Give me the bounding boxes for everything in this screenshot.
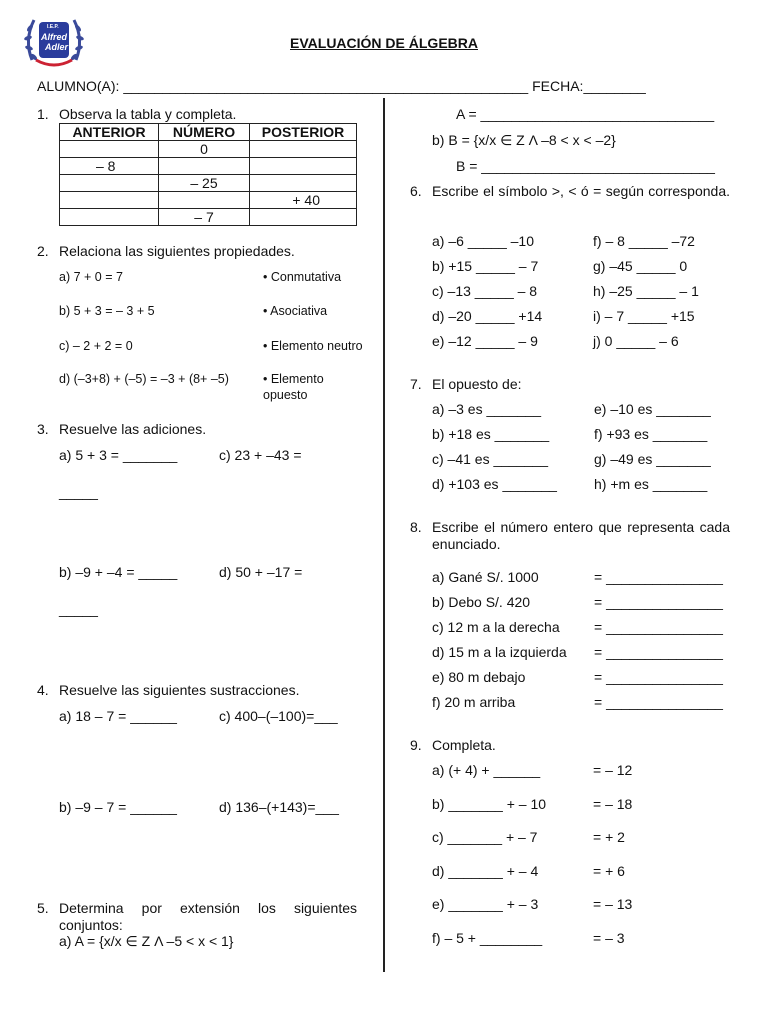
table-row [60,158,357,175]
table-header: NÚMERO [159,124,250,141]
table-cell[interactable] [60,209,159,226]
statement-item: c) 12 m a la derecha [432,619,560,635]
completion-result: = – 3 [593,930,625,946]
statement-item: e) 80 m debajo [432,669,526,685]
question-number: 4. [37,682,49,698]
comparison-item[interactable]: c) –13 _____ – 8 [432,283,538,299]
set-answer[interactable]: B = ______________________________ [456,158,715,174]
exercise-item[interactable]: c) 23 + –43 = [219,447,302,463]
set-item: a) A = {x/x ∈ Z Λ –5 < x < 1} [59,933,234,949]
property-name: • Conmutativa [263,270,342,284]
question-text: Relaciona las siguientes propiedades. [59,243,295,259]
question-number: 3. [37,421,49,437]
table-header: ANTERIOR [60,124,159,141]
exercise-item[interactable]: a) 5 + 3 = _______ [59,447,178,463]
table-cell[interactable] [60,175,159,192]
property-name: • Elemento opuesto [263,372,324,402]
completion-item[interactable]: e) _______ + – 3 [432,896,539,912]
question-3 [37,421,357,617]
opposite-item[interactable]: d) +103 es _______ [432,476,557,492]
question-text: Resuelve las adiciones. [59,421,207,437]
opposite-item[interactable]: f) +93 es _______ [594,426,708,442]
answer-blank[interactable]: = _______________ [594,619,723,635]
opposite-item[interactable]: b) +18 es _______ [432,426,550,442]
comparison-item[interactable]: j) 0 _____ – 6 [593,333,679,349]
table-cell[interactable]: + 40 [250,192,357,209]
statement-item: d) 15 m a la izquierda [432,644,567,660]
table-row [60,141,357,158]
answer-blank[interactable]: _____ [59,601,98,617]
question-6 [410,183,730,349]
completion-result: = – 13 [593,896,633,912]
question-number: 2. [37,243,49,259]
comparison-item[interactable]: g) –45 _____ 0 [593,258,688,274]
question-text: Completa. [432,737,496,753]
table-cell[interactable] [250,175,357,192]
table-cell[interactable] [250,158,357,175]
answer-blank[interactable]: _____ [59,484,98,500]
table-cell[interactable] [60,141,159,158]
comparison-item[interactable]: i) – 7 _____ +15 [593,308,695,324]
question-number: 7. [410,376,422,392]
logo-name-2: Adler [45,42,69,52]
completion-result: = – 18 [593,796,633,812]
table-header: POSTERIOR [250,124,357,141]
answer-blank[interactable]: = _______________ [594,569,723,585]
table-cell[interactable]: – 8 [60,158,159,175]
question-2 [37,243,363,402]
exercise-item[interactable]: c) 400–(–100)=___ [219,708,338,724]
question-number: 9. [410,737,422,753]
opposite-item[interactable]: g) –49 es _______ [594,451,711,467]
question-number: 1. [37,106,49,122]
opposite-item[interactable]: a) –3 es _______ [432,401,541,417]
exercise-item[interactable]: a) 18 – 7 = ______ [59,708,177,724]
set-item: b) B = {x/x ∈ Z Λ –8 < x < –2} [432,132,616,148]
exercise-item[interactable]: d) 136–(+143)=___ [219,799,339,815]
property-item: a) 7 + 0 = 7 [59,270,123,284]
question-4 [37,682,357,815]
exercise-item[interactable]: b) –9 + –4 = _____ [59,564,178,580]
question-text: El opuesto de: [432,376,522,392]
exercise-item[interactable]: d) 50 + –17 = [219,564,303,580]
completion-item[interactable]: d) _______ + – 4 [432,863,539,879]
completion-item[interactable]: b) _______ + – 10 [432,796,547,812]
completion-item[interactable]: c) _______ + – 7 [432,829,538,845]
answer-blank[interactable]: = _______________ [594,669,723,685]
set-answer[interactable]: A = ______________________________ [456,106,715,122]
table-cell[interactable] [250,209,357,226]
logo-name-1: Alfred [41,32,68,42]
question-text: Determina por extensión los siguientes conjuntos: [59,900,357,933]
statement-item: b) Debo S/. 420 [432,594,531,610]
opposite-item[interactable]: e) –10 es _______ [594,401,711,417]
property-name: • Asociativa [263,304,328,318]
statement-item: a) Gané S/. 1000 [432,569,539,585]
table-row [60,192,357,209]
page-title: EVALUACIÓN DE ÁLGEBRA [290,35,478,51]
exercise-item[interactable]: b) –9 – 7 = ______ [59,799,177,815]
table-cell[interactable] [60,192,159,209]
comparison-item[interactable]: e) –12 _____ – 9 [432,333,538,349]
question-1 [37,106,357,225]
column-divider [383,98,385,972]
completion-item[interactable]: f) – 5 + ________ [432,930,543,946]
question-number: 6. [410,183,422,199]
table-cell[interactable] [159,158,250,175]
answer-blank[interactable]: = _______________ [594,694,723,710]
answer-blank[interactable]: = _______________ [594,644,723,660]
table-cell[interactable]: – 7 [159,209,250,226]
statement-item: f) 20 m arriba [432,694,516,710]
number-table [59,123,357,226]
question-9 [410,737,730,946]
question-text: Observa la tabla y completa. [59,106,237,122]
question-7 [410,376,730,492]
comparison-item[interactable]: a) –6 _____ –10 [432,233,534,249]
comparison-item[interactable]: f) – 8 _____ –72 [593,233,695,249]
property-item: d) (–3+8) + (–5) = –3 + (8+ –5) [59,372,229,386]
answer-blank[interactable]: = _______________ [594,594,723,610]
question-text: Escribe el símbolo >, < ó = según corresponda. [432,183,730,199]
property-item: c) – 2 + 2 = 0 [59,339,133,353]
property-item: b) 5 + 3 = – 3 + 5 [59,304,155,318]
comparison-item[interactable]: d) –20 _____ +14 [432,308,543,324]
completion-result: = + 2 [593,829,625,845]
opposite-item[interactable]: c) –41 es _______ [432,451,548,467]
question-text: Escribe el número entero que representa cada enunciado. [432,519,730,552]
completion-result: = + 6 [593,863,625,879]
comparison-item[interactable]: h) –25 _____ – 1 [593,283,699,299]
property-name: • Elemento neutro [263,339,363,353]
table-row [60,209,357,226]
completion-item[interactable]: a) (+ 4) + ______ [432,762,541,778]
table-row [60,175,357,192]
question-text: Resuelve las siguientes sustracciones. [59,682,300,698]
question-8 [410,519,730,710]
table-cell[interactable] [250,141,357,158]
table-cell[interactable]: 0 [159,141,250,158]
question-5 [37,900,357,949]
student-date-line[interactable]: ALUMNO(A): ____________________________________________________ FECHA:________ [37,78,646,94]
opposite-item[interactable]: h) +m es _______ [594,476,708,492]
logo-top-text: I.E.P. [47,24,59,30]
completion-result: = – 12 [593,762,633,778]
question-number: 5. [37,900,49,916]
table-cell[interactable] [159,192,250,209]
table-cell[interactable]: – 25 [159,175,250,192]
question-number: 8. [410,519,422,535]
comparison-item[interactable]: b) +15 _____ – 7 [432,258,539,274]
